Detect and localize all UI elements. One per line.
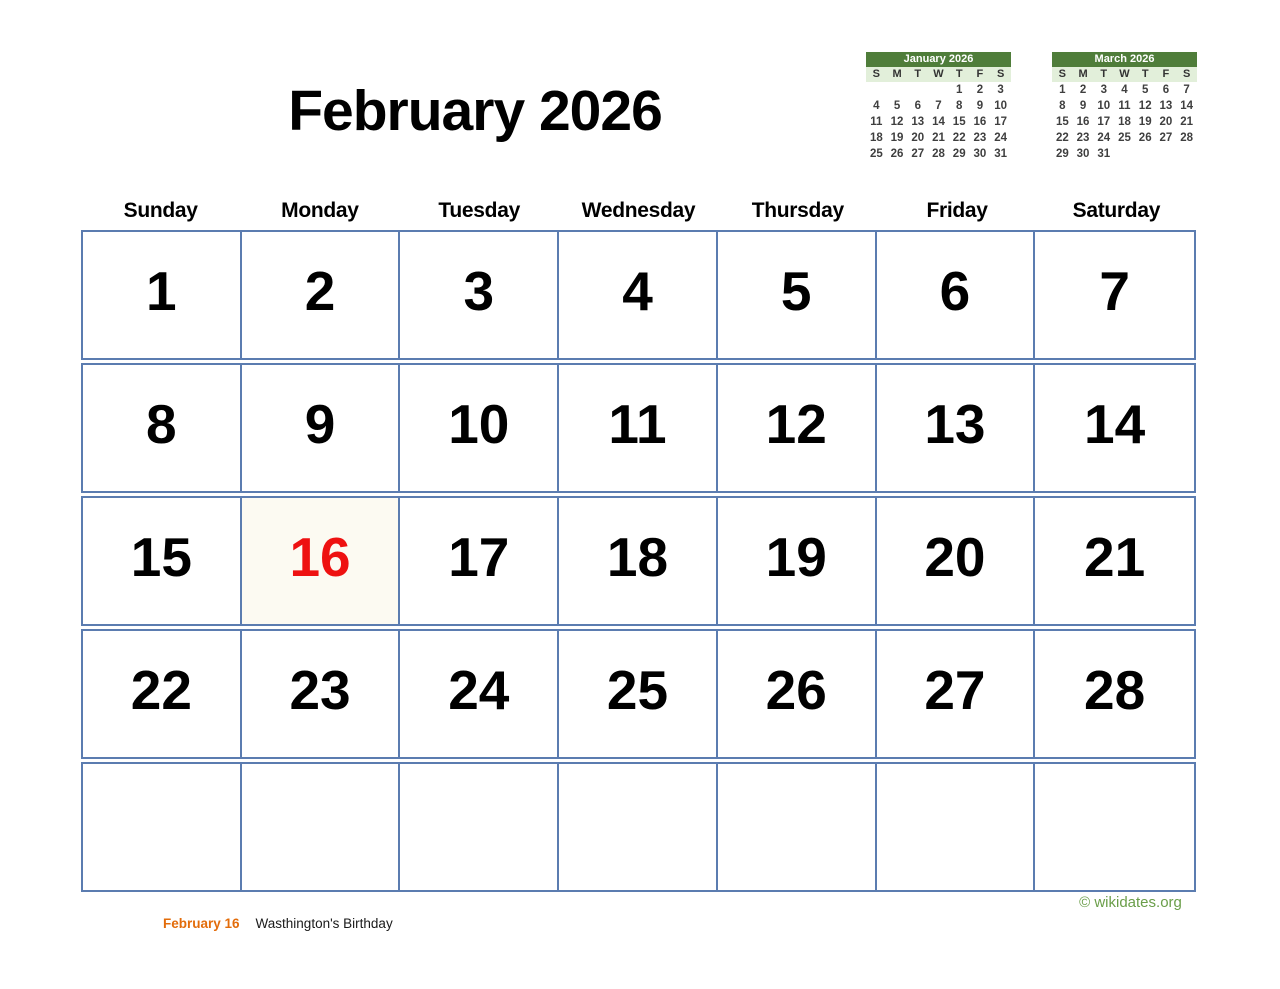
week-row bbox=[81, 363, 1196, 493]
mini-day-cell: 3 bbox=[1100, 84, 1107, 96]
mini-day-cell bbox=[1176, 146, 1197, 162]
day-cell: 1 bbox=[83, 232, 242, 358]
weekday-header: Sunday bbox=[123, 199, 198, 222]
week-row bbox=[81, 230, 1196, 360]
day-cell: 21 bbox=[1084, 526, 1146, 588]
weekday-header: Tuesday bbox=[438, 199, 520, 222]
mini-day-cell: 15 bbox=[1055, 116, 1069, 128]
mini-day-cell: 11 bbox=[870, 116, 883, 128]
mini-day-cell: 7 bbox=[935, 100, 942, 112]
mini-day-cell: 8 bbox=[956, 100, 963, 112]
mini-day-letter: M bbox=[1078, 68, 1088, 80]
mini-day-letter: S bbox=[996, 68, 1005, 80]
day-cell: 9 bbox=[242, 365, 401, 491]
day-cell: 18 bbox=[559, 498, 718, 624]
mini-day-cell: 29 bbox=[1055, 148, 1069, 160]
mini-day-cell: 7 bbox=[1183, 84, 1190, 96]
mini-day-cell: 24 bbox=[994, 132, 1008, 144]
mini-day-cell: 4 bbox=[873, 100, 880, 112]
mini-day-cell: 31 bbox=[1097, 148, 1111, 160]
mini-day-letter: S bbox=[872, 68, 881, 80]
mini-day-cell: 12 bbox=[1138, 100, 1152, 112]
holiday-note bbox=[163, 916, 393, 931]
mini-day-cell: 20 bbox=[1159, 116, 1173, 128]
day-cell: 17 bbox=[400, 498, 559, 624]
mini-day-cell bbox=[866, 82, 887, 98]
mini-day-cell: 10 bbox=[1097, 100, 1111, 112]
page-title: February 2026 bbox=[288, 79, 662, 143]
day-cell: 13 bbox=[877, 365, 1036, 491]
mini-day-cell: 9 bbox=[976, 100, 984, 112]
mini-day-cell: 13 bbox=[911, 116, 925, 128]
day-cell: 4 bbox=[559, 232, 718, 358]
day-cell: 2 bbox=[242, 232, 401, 358]
mini-day-cell: 8 bbox=[1059, 100, 1066, 112]
day-cell: 6 bbox=[877, 232, 1036, 358]
day-cell: 15 bbox=[83, 498, 242, 624]
mini-day-cell: 11 bbox=[1118, 100, 1131, 112]
day-cell bbox=[718, 764, 877, 890]
day-cell bbox=[242, 764, 401, 890]
day-cell: 5 bbox=[718, 232, 877, 358]
mini-day-cell: 15 bbox=[952, 116, 966, 128]
day-cell: 25 bbox=[559, 631, 718, 757]
attribution: © wikidates.org bbox=[1079, 894, 1182, 911]
calendar-grid bbox=[81, 230, 1196, 895]
mini-day-cell: 30 bbox=[1076, 148, 1090, 160]
mini-day-cell bbox=[887, 82, 908, 98]
day-cell bbox=[400, 764, 559, 890]
holiday-name: Wasthington's Birthday bbox=[255, 916, 393, 931]
mini-day-cell: 23 bbox=[1076, 132, 1090, 144]
mini-day-cell bbox=[1114, 146, 1135, 162]
mini-day-cell: 21 bbox=[1180, 116, 1194, 128]
mini-day-letter: T bbox=[1100, 68, 1108, 80]
mini-day-cell: 21 bbox=[932, 132, 945, 144]
mini-day-cell bbox=[907, 82, 928, 98]
mini-day-cell: 1 bbox=[956, 84, 963, 96]
mini-date-grid bbox=[1052, 82, 1197, 162]
day-cell bbox=[877, 764, 1036, 890]
mini-day-cell: 13 bbox=[1159, 100, 1173, 112]
mini-day-cell bbox=[1156, 146, 1177, 162]
day-cell: 10 bbox=[400, 365, 559, 491]
mini-day-cell: 14 bbox=[1180, 100, 1194, 112]
mini-day-cell: 6 bbox=[1162, 84, 1170, 96]
day-cell: 22 bbox=[83, 631, 242, 757]
mini-day-cell: 5 bbox=[893, 100, 901, 112]
mini-day-letter: W bbox=[1119, 68, 1130, 80]
weekday-header: Monday bbox=[281, 199, 359, 222]
week-row bbox=[81, 496, 1196, 626]
mini-day-cell: 26 bbox=[1138, 132, 1152, 144]
mini-day-cell: 23 bbox=[973, 132, 987, 144]
mini-day-cell: 6 bbox=[914, 100, 921, 112]
day-cell: 11 bbox=[559, 365, 718, 491]
weekday-header: Saturday bbox=[1072, 199, 1161, 222]
mini-day-letter-row bbox=[866, 67, 1011, 82]
mini-day-letter: S bbox=[1058, 68, 1067, 80]
mini-day-cell: 9 bbox=[1079, 100, 1087, 112]
day-cell: 8 bbox=[83, 365, 242, 491]
day-cell bbox=[1035, 764, 1194, 890]
mini-day-cell: 26 bbox=[890, 148, 904, 160]
mini-day-cell: 5 bbox=[1142, 84, 1149, 96]
mini-day-cell: 19 bbox=[890, 132, 904, 144]
day-cell: 20 bbox=[877, 498, 1036, 624]
mini-day-cell: 31 bbox=[994, 148, 1008, 160]
week-row bbox=[81, 762, 1196, 892]
mini-day-cell: 18 bbox=[869, 132, 883, 144]
mini-day-cell: 2 bbox=[976, 84, 984, 96]
mini-day-letter: F bbox=[976, 68, 984, 80]
mini-day-cell bbox=[928, 82, 949, 98]
day-cell: 24 bbox=[400, 631, 559, 757]
mini-day-cell: 17 bbox=[994, 116, 1008, 128]
mini-day-cell: 14 bbox=[932, 116, 945, 128]
day-cell: 19 bbox=[718, 498, 877, 624]
day-cell: 12 bbox=[718, 365, 877, 491]
mini-day-cell: 24 bbox=[1097, 132, 1111, 144]
mini-day-cell: 22 bbox=[952, 132, 966, 144]
mini-day-cell: 2 bbox=[1079, 84, 1087, 96]
weekday-header: Wednesday bbox=[581, 199, 696, 222]
mini-day-cell: 29 bbox=[952, 148, 966, 160]
mini-calendar-january bbox=[866, 52, 1011, 162]
mini-day-cell: 17 bbox=[1097, 116, 1111, 128]
mini-calendar-title: March 2026 bbox=[1052, 52, 1197, 67]
mini-day-cell: 4 bbox=[1121, 84, 1128, 96]
mini-day-letter: T bbox=[914, 68, 922, 80]
mini-day-cell: 27 bbox=[911, 148, 925, 160]
mini-day-cell: 28 bbox=[1180, 132, 1194, 144]
holiday-date: February 16 bbox=[163, 916, 240, 931]
mini-day-cell: 30 bbox=[973, 148, 987, 160]
mini-day-cell: 16 bbox=[973, 116, 987, 128]
mini-day-letter: T bbox=[1141, 68, 1149, 80]
mini-date-grid bbox=[866, 82, 1011, 162]
day-cell-highlighted: 16 bbox=[242, 498, 401, 624]
mini-day-letter: W bbox=[933, 68, 944, 80]
mini-day-cell: 10 bbox=[994, 100, 1008, 112]
day-cell: 23 bbox=[242, 631, 401, 757]
mini-day-cell: 18 bbox=[1118, 116, 1131, 128]
mini-day-letter: S bbox=[1182, 68, 1191, 80]
day-cell bbox=[559, 764, 718, 890]
mini-day-cell: 1 bbox=[1059, 84, 1066, 96]
mini-day-cell: 20 bbox=[911, 132, 925, 144]
weekday-header: Thursday bbox=[751, 199, 844, 222]
day-cell: 3 bbox=[400, 232, 559, 358]
mini-day-letter: F bbox=[1162, 68, 1170, 80]
mini-day-cell: 28 bbox=[932, 148, 945, 160]
mini-day-letter-row bbox=[1052, 67, 1197, 82]
mini-day-cell bbox=[1135, 146, 1156, 162]
day-cell: 7 bbox=[1099, 260, 1130, 322]
weekday-header-row bbox=[81, 199, 1196, 227]
day-cell: 27 bbox=[877, 631, 1036, 757]
day-cell bbox=[83, 764, 242, 890]
mini-day-letter: M bbox=[892, 68, 902, 80]
mini-day-letter: T bbox=[955, 68, 963, 80]
mini-calendar-title: January 2026 bbox=[866, 52, 1011, 67]
week-row bbox=[81, 629, 1196, 759]
day-cell: 26 bbox=[718, 631, 877, 757]
mini-day-cell: 12 bbox=[890, 116, 904, 128]
mini-day-cell: 25 bbox=[869, 148, 883, 160]
day-cell: 14 bbox=[1084, 393, 1146, 455]
mini-day-cell: 27 bbox=[1159, 132, 1173, 144]
mini-day-cell: 22 bbox=[1055, 132, 1069, 144]
weekday-header: Friday bbox=[926, 199, 988, 222]
mini-day-cell: 25 bbox=[1118, 132, 1131, 144]
mini-day-cell: 16 bbox=[1076, 116, 1090, 128]
day-cell: 28 bbox=[1084, 659, 1146, 721]
mini-day-cell: 3 bbox=[997, 84, 1004, 96]
mini-calendar-march bbox=[1052, 52, 1197, 162]
mini-day-cell: 19 bbox=[1138, 116, 1152, 128]
